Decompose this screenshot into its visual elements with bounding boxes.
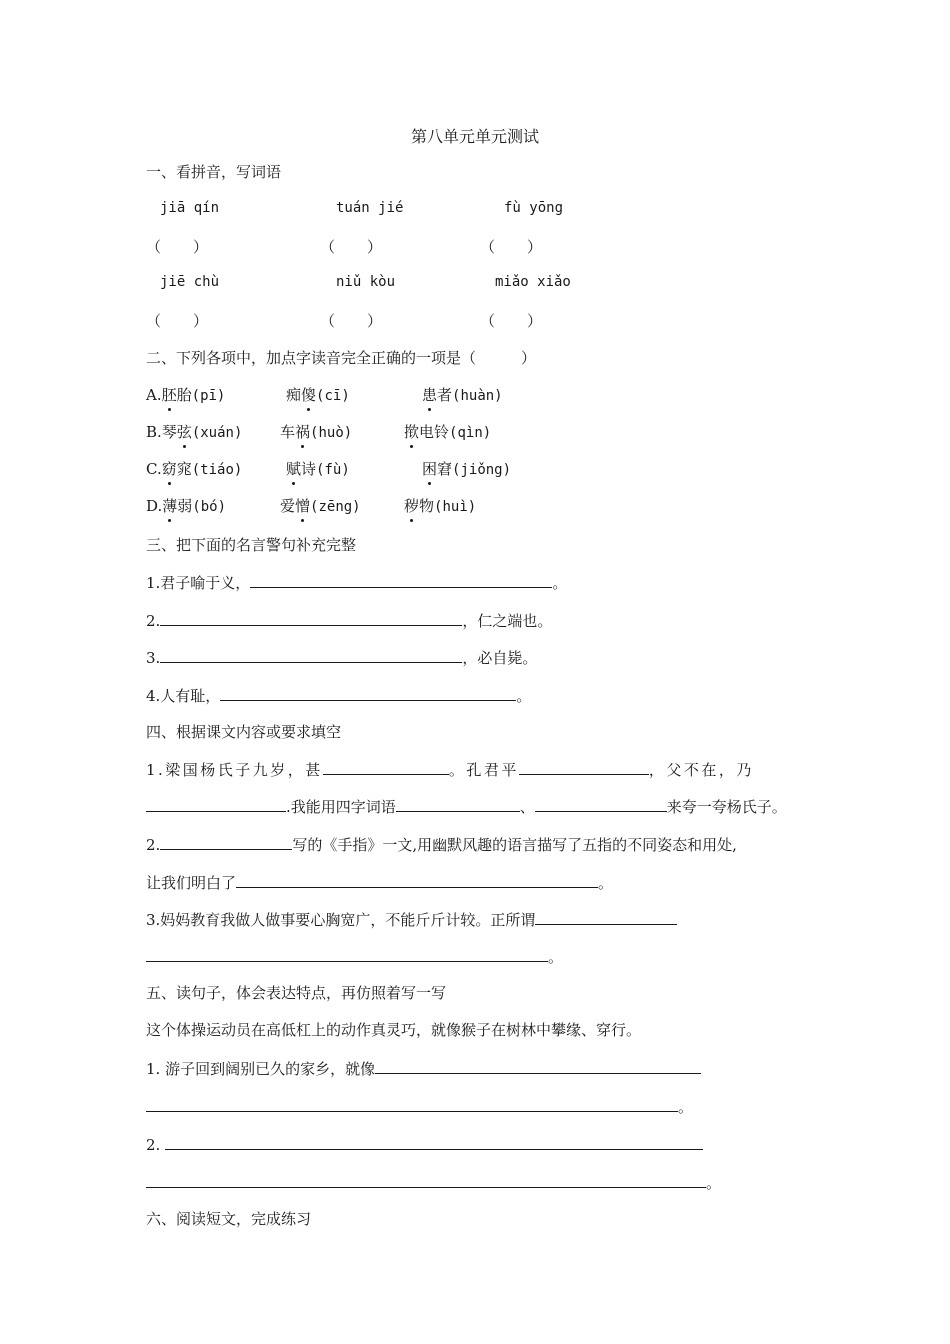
option-a[interactable]: A.胚胎(pī): [146, 386, 226, 404]
answer-line[interactable]: [519, 759, 649, 775]
answer-line[interactable]: [375, 1058, 701, 1074]
answer-blank-4[interactable]: （ ）: [146, 312, 209, 330]
answer-line[interactable]: [535, 796, 667, 812]
fill-question-2-line-2: 让我们明白了 。: [146, 874, 614, 892]
option-b-item-2: 车祸(huò): [280, 423, 353, 441]
answer-line[interactable]: [146, 1096, 678, 1112]
fill-question-3-line-1: 3.妈妈教育我做人做事要心胸宽广，不能斤斤计较。正所谓: [146, 909, 677, 930]
option-c[interactable]: C.窈窕(tiáo): [146, 460, 243, 478]
answer-blank-3[interactable]: （ ）: [480, 238, 543, 256]
answer-line[interactable]: [220, 685, 516, 701]
answer-line[interactable]: [323, 759, 449, 775]
section-5-heading: 五、读句子，体会表达特点，再仿照着写一写: [146, 984, 447, 1002]
pinyin-2: tuán jié: [336, 200, 404, 216]
option-c-item-3: 困窘(jiǒng): [422, 460, 512, 478]
answer-blank-2[interactable]: （ ）: [320, 238, 383, 256]
section-4-heading: 四、根据课文内容或要求填空: [146, 723, 342, 741]
imitate-question-2-line-2: 。: [146, 1172, 721, 1193]
proverb-question-3: 3. ，必自毙。: [146, 649, 538, 667]
answer-blank-1[interactable]: （ ）: [146, 238, 209, 256]
page-title: 第八单元单元测试: [410, 127, 539, 146]
section-1-heading: 一、看拼音，写词语: [146, 163, 282, 181]
answer-line[interactable]: [165, 1134, 703, 1150]
imitate-question-1-line-1: 1. 游子回到阔别已久的家乡，就像: [146, 1058, 701, 1079]
pinyin-3: fù yōng: [504, 200, 564, 216]
section-6-heading: 六、阅读短文，完成练习: [146, 1210, 312, 1228]
pinyin-6: miǎo xiǎo: [495, 274, 571, 290]
proverb-question-4: 4.人有耻， 。: [146, 687, 532, 705]
answer-blank-5[interactable]: （ ）: [320, 312, 383, 330]
answer-line[interactable]: [146, 1172, 706, 1188]
option-a-item-3: 患者(huàn): [422, 386, 503, 404]
proverb-question-2: 2. ，仁之端也。: [146, 612, 553, 630]
option-b-item-3: 揿电铃(qìn): [404, 423, 492, 441]
section-2-heading: 二、下列各项中，加点字读音完全正确的一项是（ ）: [146, 349, 537, 367]
option-b[interactable]: B.琴弦(xuán): [146, 423, 243, 441]
proverb-question-1: 1.君子喻于义， 。: [146, 574, 568, 592]
answer-line[interactable]: [535, 909, 677, 925]
fill-question-2-line-1: 2. 写的《手指》一文,用幽默风趣的语言描写了五指的不同姿态和用处,: [146, 836, 737, 854]
answer-blank-6[interactable]: （ ）: [480, 312, 543, 330]
pinyin-1: jiā qín: [160, 200, 220, 216]
option-c-item-2: 赋诗(fù): [286, 460, 350, 478]
answer-line[interactable]: [236, 872, 598, 888]
answer-line[interactable]: [396, 796, 520, 812]
option-d-item-2: 爱憎(zēng): [280, 497, 361, 515]
imitate-question-2-line-1: 2.: [146, 1134, 703, 1155]
fill-question-3-line-2: 。: [146, 946, 563, 967]
answer-line[interactable]: [160, 834, 292, 850]
imitate-question-1-line-2: 。: [146, 1096, 693, 1117]
option-d[interactable]: D.薄弱(bó): [146, 497, 227, 515]
answer-line[interactable]: [160, 610, 462, 626]
option-d-item-3: 秽物(huì): [404, 497, 477, 515]
answer-line[interactable]: [250, 572, 552, 588]
answer-line[interactable]: [160, 647, 462, 663]
fill-question-1-line-1: 1.梁国杨氏子九岁，甚 。孔君平 ，父不在，乃: [146, 761, 754, 779]
fill-question-1-line-2: .我能用四字词语 、 来夸一夸杨氏子。: [146, 796, 787, 817]
section-3-heading: 三、把下面的名言警句补充完整: [146, 536, 357, 554]
answer-line[interactable]: [146, 796, 286, 812]
pinyin-5: niǔ kòu: [336, 274, 396, 290]
pinyin-4: jiē chù: [160, 274, 220, 290]
example-sentence: 这个体操运动员在高低杠上的动作真灵巧，就像猴子在树林中攀缘、穿行。: [146, 1021, 642, 1039]
option-a-item-2: 痴傻(cī): [286, 386, 350, 404]
answer-line[interactable]: [146, 946, 548, 962]
